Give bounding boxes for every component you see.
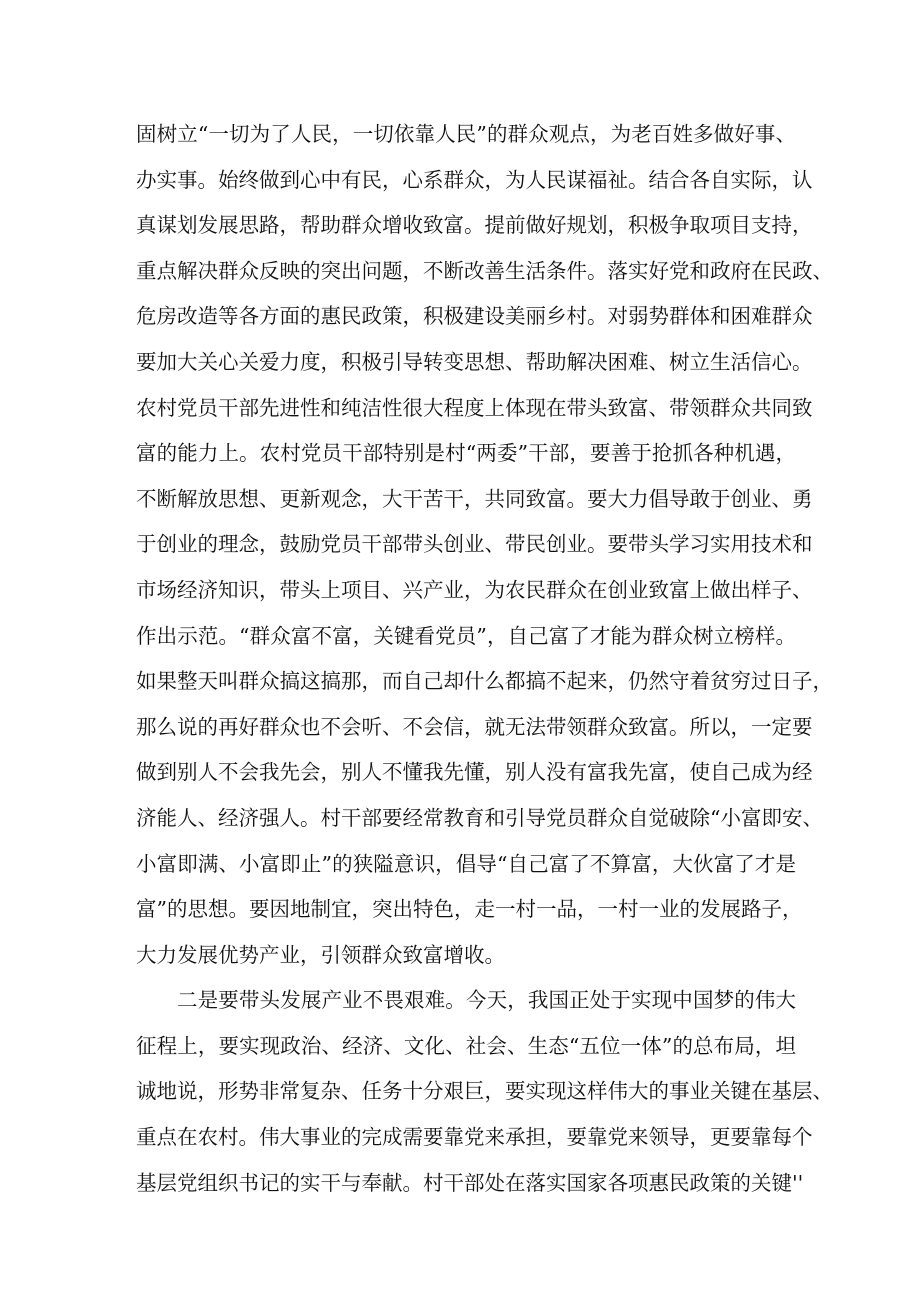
- paragraph-line: 市场经济知识，带头上项目、兴产业，为农民群众在创业致富上做出样子、: [136, 577, 813, 602]
- paragraph-line: 固树立“一切为了人民，一切依靠人民”的群众观点，为老百姓多做好事、: [136, 122, 796, 146]
- paragraph-line: 基层党组织书记的实干与奉献。村干部处在落实国家各项惠民政策的关键'': [136, 1170, 804, 1195]
- paragraph-line: 重点解决群众反映的突出问题，不断改善生活条件。落实好党和政府在民政、: [136, 258, 833, 283]
- paragraph-line: 重点在农村。伟大事业的完成需要靠党来承担，要靠党来领导，更要靠每个: [136, 1125, 813, 1150]
- paragraph-line: 大力发展优势产业，引领群众致富增收。: [136, 942, 505, 967]
- paragraph-line: 征程上，要实现政治、经济、文化、社会、生态“五位一体”的总布局，坦: [136, 1033, 796, 1058]
- paragraph-line: 办实事。始终做到心中有民，心系群众，为人民谋福祉。结合各自实际，认: [136, 167, 813, 192]
- paragraph-line: 做到别人不会我先会，别人不懂我先懂，别人没有富我先富，使自己成为经: [136, 760, 813, 785]
- paragraph-line: 富的能力上。农村党员干部特别是村“两委”干部，要善于抢抓各种机遇，: [136, 441, 796, 466]
- paragraph-line: 危房改造等各方面的惠民政策，积极建设美丽乡村。对弱势群体和困难群众: [136, 304, 813, 329]
- paragraph-line: 那么说的再好群众也不会听、不会信，就无法带领群众致富。所以，一定要: [136, 714, 813, 739]
- paragraph-line: 济能人、经济强人。村干部要经常教育和引导党员群众自觉破除“小富即安、: [136, 805, 823, 830]
- paragraph-line: 真谋划发展思路，帮助群众增收致富。提前做好规划，积极争取项目支持，: [136, 213, 813, 238]
- paragraph-line: 于创业的理念，鼓励党员干部带头创业、带民创业。要带头学习实用技术和: [136, 532, 813, 557]
- paragraph-line: 二是要带头发展产业不畏艰难。今天，我国正处于实现中国梦的伟大: [177, 988, 796, 1013]
- paragraph-line: 作出示范。“群众富不富，关键看党员”，自己富了才能为群众树立榜样。: [136, 623, 796, 648]
- body-text: [136, 112, 833, 1206]
- paragraph-line: 不断解放思想、更新观念，大干苦干，共同致富。要大力倡导敢于创业、勇: [136, 486, 813, 511]
- paragraph-line: 小富即满、小富即止”的狭隘意识，倡导“自己富了不算富，大伙富了才是: [136, 851, 796, 876]
- paragraph-line: 如果整天叫群众搞这搞那，而自己却什么都搞不起来，仍然守着贫穷过日子，: [136, 669, 833, 694]
- paragraph-1: [136, 112, 833, 978]
- paragraph-2: [136, 978, 833, 1206]
- paragraph-line: 富”的思想。要因地制宜，突出特色，走一村一品，一村一业的发展路子，: [136, 897, 803, 922]
- paragraph-line: 农村党员干部先进性和纯洁性很大程度上体现在带头致富、带领群众共同致: [136, 395, 813, 420]
- paragraph-line: 要加大关心关爱力度，积极引导转变思想、帮助解决困难、树立生活信心。: [136, 349, 813, 374]
- paragraph-line: 诚地说，形势非常复杂、任务十分艰巨，要实现这样伟大的事业关键在基层、: [136, 1079, 833, 1104]
